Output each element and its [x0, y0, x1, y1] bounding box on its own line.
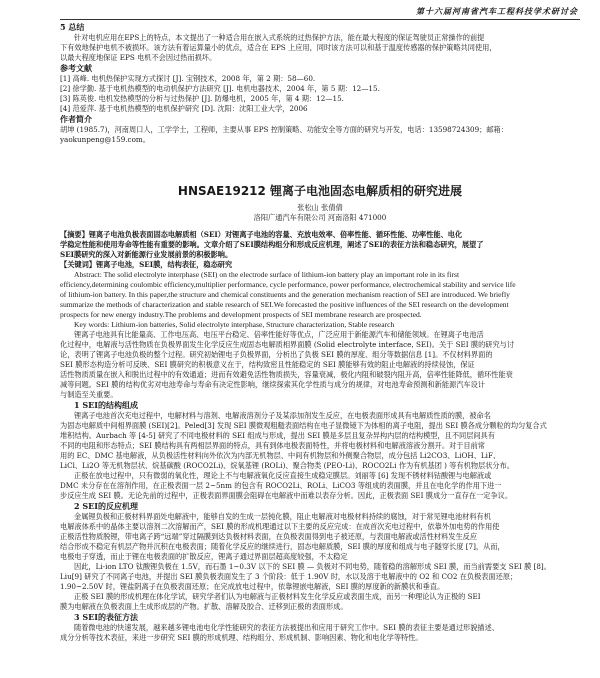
reference-item: [4] 范爱萍. 基于电机热模型的电机保护研究 [D]. 沈阳：沈阳工业大学，2006: [60, 104, 308, 113]
sec2-line: 1.90~2.50V 时，锂盐阴离子在负极表面还原；在完成放电过程中，依靠锂嵌电解液，SEI 膜的厚度新的新膜状和垂直。: [60, 582, 445, 591]
article-affiliation: 洛阳广通汽车有限公司 河南洛阳 471000: [253, 213, 387, 222]
en-abstract-line: efficiency,determining coulombic efficiency,multiplier performance, cycle performance, power performance, electrochemical stability and service life: [60, 280, 516, 289]
reference-item: [1] 高峰. 电机热保护实现方式探讨 [J]. 宝钢技术，2008 年，第 2 期：58—60.: [60, 74, 316, 83]
sec1-line: 正极在放电过程中，只有微弱的氧化性，理论上不与电解液氧化反应直接生成稳定膜层。刘丽等 [6] 发现不锈材料钴酸锂与电解液或: [74, 471, 492, 480]
sec1-line: 用的 EC、DMC 基电解液，从负极活性材料向外依次为内部无机物层、中间有机物层和外侧聚合物层，成分包括 Li2CO3、LiOH、LiF、: [60, 451, 501, 460]
summary-line: 以最大程度地保证 EPS 电机不会因过热而损坏。: [60, 53, 217, 62]
intro-line: 活性物质质量在嵌入和脱出过程中的有效通道；进而有效避免活性物质损失，容量衰减，极化内阻和破裂内阻升高，倍率性能降低，循环性能衰: [60, 370, 513, 379]
abstract-line: SEI膜研究的深入对新能源行业发展前景的积极影响。: [60, 250, 233, 259]
header-rule: [60, 19, 580, 20]
running-head: 第十六届河南省汽车工程科技学术研讨会: [416, 6, 578, 16]
intro-line: 与制造至关重要。: [60, 390, 118, 399]
intro-line: 锂离子电池具有比能量高、工作电压高、电压平台稳定、倍率性能好等优点，广泛应用于新能源汽车和储能领域。在锂离子电池活: [74, 330, 484, 339]
sec1-line: LiCl、Li2O 等无机物层状、烷基碳酸 (ROCO2Li)、烷氧基锂 (ROLi)、聚合物类 (PEO-Li)、ROCO2Li 作为有机基团 ) 等有机物层状分布。: [60, 461, 514, 470]
keywords-label: 【关键词】: [60, 260, 96, 269]
sec2-line: 电解液体系中的晶体主要以溶剂二次溶解而产，SEI 膜的形成机理通过以下主要的反应完成：在成首次充电过程中，依靠外加电势的作用使: [60, 522, 500, 531]
sec2-line: 膜为电解液在负极表面上生成形成层的产物。扩散、溶解及胶合、迁移到正极的表面形成。: [60, 602, 348, 611]
section-heading-mechanism: 2 SEI的反应机理: [74, 501, 138, 511]
sec2-line: 金属锂负极和正极材料界面处电解液中，能够自发的生成一层钝化膜，阻止电解液对电极材料持续的腐蚀，对于常见锂电池材料有机: [74, 512, 491, 521]
intro-line: 减等问题。SEI 膜的结构优劣对电池寿命与寿命有决定性影响，继续探索其化学性质与成分的规律，对电池寿命预测和新能源汽车设计: [60, 380, 485, 389]
sec2-line: 结合形成不稳定有机层产物并沉积在电极表面；随着化学反应的继续进行，固态电解质膜，SEI 膜的厚度和组成与电子隧穿长度 [7]，从而，: [60, 542, 505, 551]
reference-item: [2] 徐学勤. 基于电机热模型的电动机保护方法研究 [J]. 电机电器技术，2004 年，第 5 期：12—15.: [60, 84, 380, 93]
sec2-line: 正极 SEI 膜的形成机理在体化学试，研究学者们认为电解液与正极材料发生化学反应或表面生成，而另一种理论认为正极的 SEI: [74, 592, 481, 601]
sec1-line: 为固态电解质中间相界面膜 (SEI)[2]。Peled[3] 发现 SEI 膜微观粗糙表面结构在电子显微镜下为体相的离子电阻，提出 SEI 膜各成分颗粒的均匀复合式: [60, 421, 547, 430]
sec1-line: 堆积结构。Aurbach 等 [4-5] 研究了不同电极材料的 SEI 组成与形成，提出 SEI 膜是多层且复杂异构内层的结构模型，且不同层间具有: [60, 431, 495, 440]
abstract-label: 【摘要】: [60, 230, 89, 239]
intro-line: 论，表明了锂离子电池负极的整个过程。研究初始锂电子负极界面，分析出了负极 SEI 膜的厚度、组分等数据信息 [1]。不仅材料界面的: [60, 350, 493, 359]
sec1-line: DMC 未分存在在溶剂作用，在正极表面一层 2~5nm 的包含有 ROCO2Li、ROLi、LiCO3 等组成的表面膜，并且在电化学的作用下进一: [60, 481, 502, 490]
references-heading: 参考文献: [60, 63, 92, 73]
article-body: [60, 230, 580, 643]
en-abstract-line: Abstract: The solid electrolyte interphase (SEI) on the electrode surface of lithium-ion battery play an important role in its first: [74, 270, 460, 279]
sec2-line: 电极电子穿透，而止于锂在电极表面的扩散反应，锂离子通过界面层超高度较强，不太稳定: [60, 552, 348, 561]
prev-article: [60, 22, 580, 145]
sec1-line: 锂离子电池首次充电过程中，电解材料与溶剂、电解液溶剂分子及某添加剂发生反应，在电极表面形成具有电解质性质的膜，被命名: [74, 411, 491, 420]
sec1-line: 不同的电阻和形态特点；SEI 膜结构具有两相层界面的特点，具有到体电极表面特性，并将电极材料和电解液溶液分割开。对于目前常: [60, 441, 485, 450]
en-abstract-line: of lithium-ion battery. In this paper,the structure and chemical constituents and the generation mechanism reaction of SEI are introduced. We briefly: [60, 290, 510, 299]
intro-line: SEI 膜形态构造分析可反映、SEI 膜研究的积极意义在于，结构致密且性能稳定的 SEI 膜能够有效的阻止电解液的持续侵蚀，保证: [60, 360, 475, 369]
en-abstract-line: prospects for new energy industry.The problems and development prospects of SEI membrane research are prospected.: [60, 310, 422, 319]
section-heading-characterization: 3 SEI的表征方法: [74, 612, 138, 622]
author-bio-line: yaokunpeng@159.com。: [60, 135, 150, 144]
abstract-line: 学稳定性能和使用寿命等性能有重要的影响。文章介绍了SEI膜结构组分和形成反应机理，阐述了SEI的表征方法和稳态研究，展望了: [60, 240, 484, 249]
abstract-line: 【摘要】锂离子电池负极表面固态电解质相（SEI）对锂离子电池的容量、充放电效率、倍率性能、循环性能、功率性能、电化: [60, 230, 463, 239]
article-authors: 张松山 张倩倩: [297, 203, 343, 212]
sec2-line: 正极活性物质脱锂，带电离子跨“远端”穿过隔膜到达负极材料表面，在负极表面得到电子被还原，与表面电解液或活性材料发生反应: [60, 532, 478, 541]
summary-line: 下有效地保护电机不被损坏。该方法有着运算量小的优点，适合在 EPS 上应用，同时该方法可以和基于温度传感器的保护策略共同使用，: [60, 43, 497, 52]
reference-item: [3] 陈英俊. 电机发热模型的分析与过热保护 [J]. 防爆电机，2005 年，第 4 期：12—15.: [60, 94, 344, 103]
en-abstract-line: summarize the methods of characterization and stable research of SEI.We forecasted the positive influences of the SEI research on the development: [60, 300, 509, 309]
sec1-line: 步反应生成 SEI 膜。无论先前的过程中，正极表面界面膜会阻碍在电解液中而难以表存分析。因此，正极表面 SEI 膜成分一直存在一定争议。: [60, 491, 513, 500]
sec2-line: Liu[9] 研究了不同离子电池，并提出 SEI 膜负极表面发生了 3 个阶段：低于 1.90V 时，水以及溶于电解液中的 O2 和 CO2 在负极表面还原；: [60, 572, 518, 581]
article-header: [60, 183, 580, 223]
summary-line: 针对电机应用在EPS上的特点，本文提出了一种适合用在嵌入式系统的过热保护方法，能在最大程度的保证驾驶员正常操作的前提: [74, 33, 485, 42]
en-keywords-line: Key words: Lithium-ion batteries, Solid electrolyte interphase, Structure characterization, Stable research: [74, 320, 395, 329]
keywords-line: 【关键词】锂离子电池，SEI膜，结构表征，稳态研究: [60, 260, 233, 269]
article-title: HNSAE19212 锂离子电池固态电解质相的研究进展: [177, 184, 463, 198]
sec3-line: 成分分析等技术表征，来进一步研究 SEI 膜的形成机理、结构组分、形成机制、影响因素、物化和电化学等特性。: [60, 633, 423, 642]
intro-line: 化过程中，电解液与活性物质在负极界面发生化学反应生成固态电解质相界面膜 (Solid electrolyte interface, SEI)。关于 SEI 膜的研究与讨: [60, 340, 515, 349]
author-bio-line: 胡坤 (1985.7)，河南周口人，工学学士，工程师，主要从事 EPS 控制策略、功能安全等方面的研究与开发，电话：13598724309；邮箱：: [60, 125, 508, 134]
section-heading-structure: 1 SEI的结构组成: [74, 400, 138, 410]
author-bio-heading: 作者简介: [60, 114, 92, 124]
sec2-line: 因此，Li-ion LTO 钛酸锂负极在 1.5V，而石墨 1~0.3V 以下的 SEI 膜 — 负极对不同电势，随着稳的溶解形成 SEI 膜，而当前需要支 SEI 膜 [8]。: [74, 562, 551, 571]
sec3-line: 随着微电池的快速发展，越来越多锂电池电化学性能研究的表征方法被提出和应用于研究工作中。SEI 膜的表征主要是通过形貌描述、: [74, 623, 499, 632]
section-heading-summary: 5 总结: [60, 22, 85, 32]
